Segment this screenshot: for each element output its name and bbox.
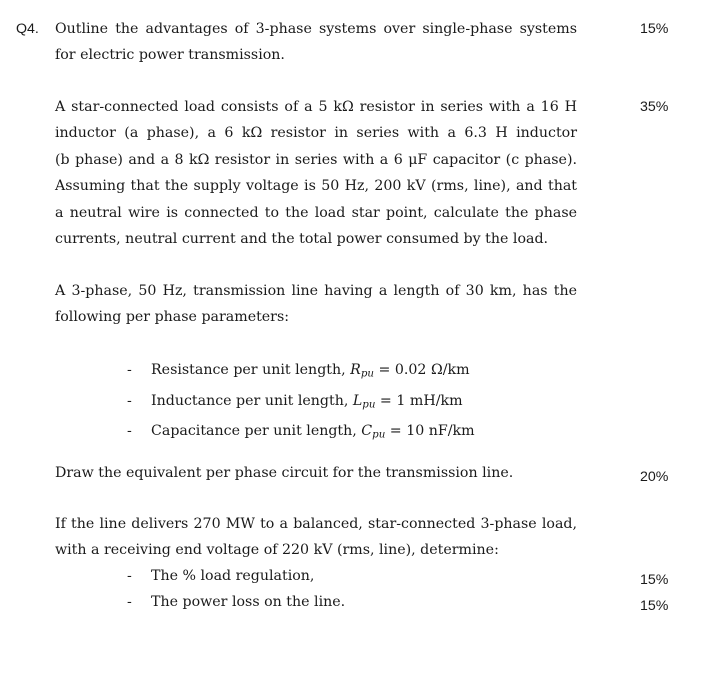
dash-bullet: - <box>127 362 132 378</box>
part1-line: for electric power transmission. <box>55 47 285 64</box>
parameter-subscript: pu <box>360 368 374 380</box>
part5a-mark: 15% <box>640 572 669 588</box>
part3-text <box>55 278 577 331</box>
part4-text <box>55 460 577 486</box>
part1-text <box>55 16 577 69</box>
parameter-item <box>127 418 475 449</box>
part5-line: with a receiving end voltage of 220 kV (rms, line), determine: <box>55 542 499 559</box>
parameter-label: Resistance per unit length, <box>151 362 351 378</box>
determine-text: The power loss on the line. <box>151 594 346 610</box>
parameter-list <box>127 357 475 449</box>
part5-line: If the line delivers 270 MW to a balanced, star-connected 3-phase load, <box>55 516 577 532</box>
part2-line: inductor (a phase), a 6 kΩ resistor in series with a 6.3 H inductor <box>55 125 577 142</box>
part2-line: (b phase) and a 8 kΩ resistor in series with a 6 μF capacitor (c phase). <box>55 151 577 168</box>
part3-line: following per phase parameters: <box>55 309 290 326</box>
dash-bullet: - <box>127 594 132 610</box>
part2-line: a neutral wire is connected to the load star point, calculate the phase <box>55 204 577 221</box>
part2-text <box>55 94 577 252</box>
part2-mark: 35% <box>640 99 669 115</box>
parameter-value: = 1 mH/km <box>375 392 463 409</box>
part4-line: Draw the equivalent per phase circuit for the transmission line. <box>55 465 514 481</box>
dash-bullet: - <box>127 568 132 584</box>
part1-line: Outline the advantages of 3-phase systems over single-phase systems <box>55 21 577 37</box>
part2-line: A star-connected load consists of a 5 kΩ resistor in series with a 16 H <box>55 99 577 115</box>
determine-item <box>127 589 345 615</box>
part5b-mark: 15% <box>640 598 669 614</box>
parameter-value: = 10 nF/km <box>385 423 475 440</box>
part3-line: A 3-phase, 50 Hz, transmission line having a length of 30 km, has the <box>55 283 577 299</box>
part4-mark: 20% <box>640 469 669 485</box>
determine-text: The % load regulation, <box>151 568 315 584</box>
parameter-value: = 0.02 Ω/km <box>373 362 470 378</box>
part1-mark: 15% <box>640 21 669 37</box>
parameter-symbol: R <box>350 362 361 378</box>
dash-bullet: - <box>127 423 132 440</box>
parameter-label: Inductance per unit length, <box>151 392 353 409</box>
question-number: Q4. <box>16 21 39 37</box>
parameter-subscript: pu <box>362 399 376 411</box>
parameter-label: Capacitance per unit length, <box>151 423 362 440</box>
part2-line: Assuming that the supply voltage is 50 Hz, 200 kV (rms, line), and that <box>55 178 577 195</box>
parameter-symbol: L <box>352 392 363 409</box>
part2-line: currents, neutral current and the total power consumed by the load. <box>55 231 549 248</box>
parameter-item <box>127 357 475 388</box>
determine-list <box>127 563 345 615</box>
parameter-subscript: pu <box>372 429 386 441</box>
part5-text <box>55 511 577 564</box>
determine-item <box>127 563 345 589</box>
parameter-symbol: C <box>361 423 373 440</box>
dash-bullet: - <box>127 392 132 409</box>
parameter-item <box>127 388 475 419</box>
